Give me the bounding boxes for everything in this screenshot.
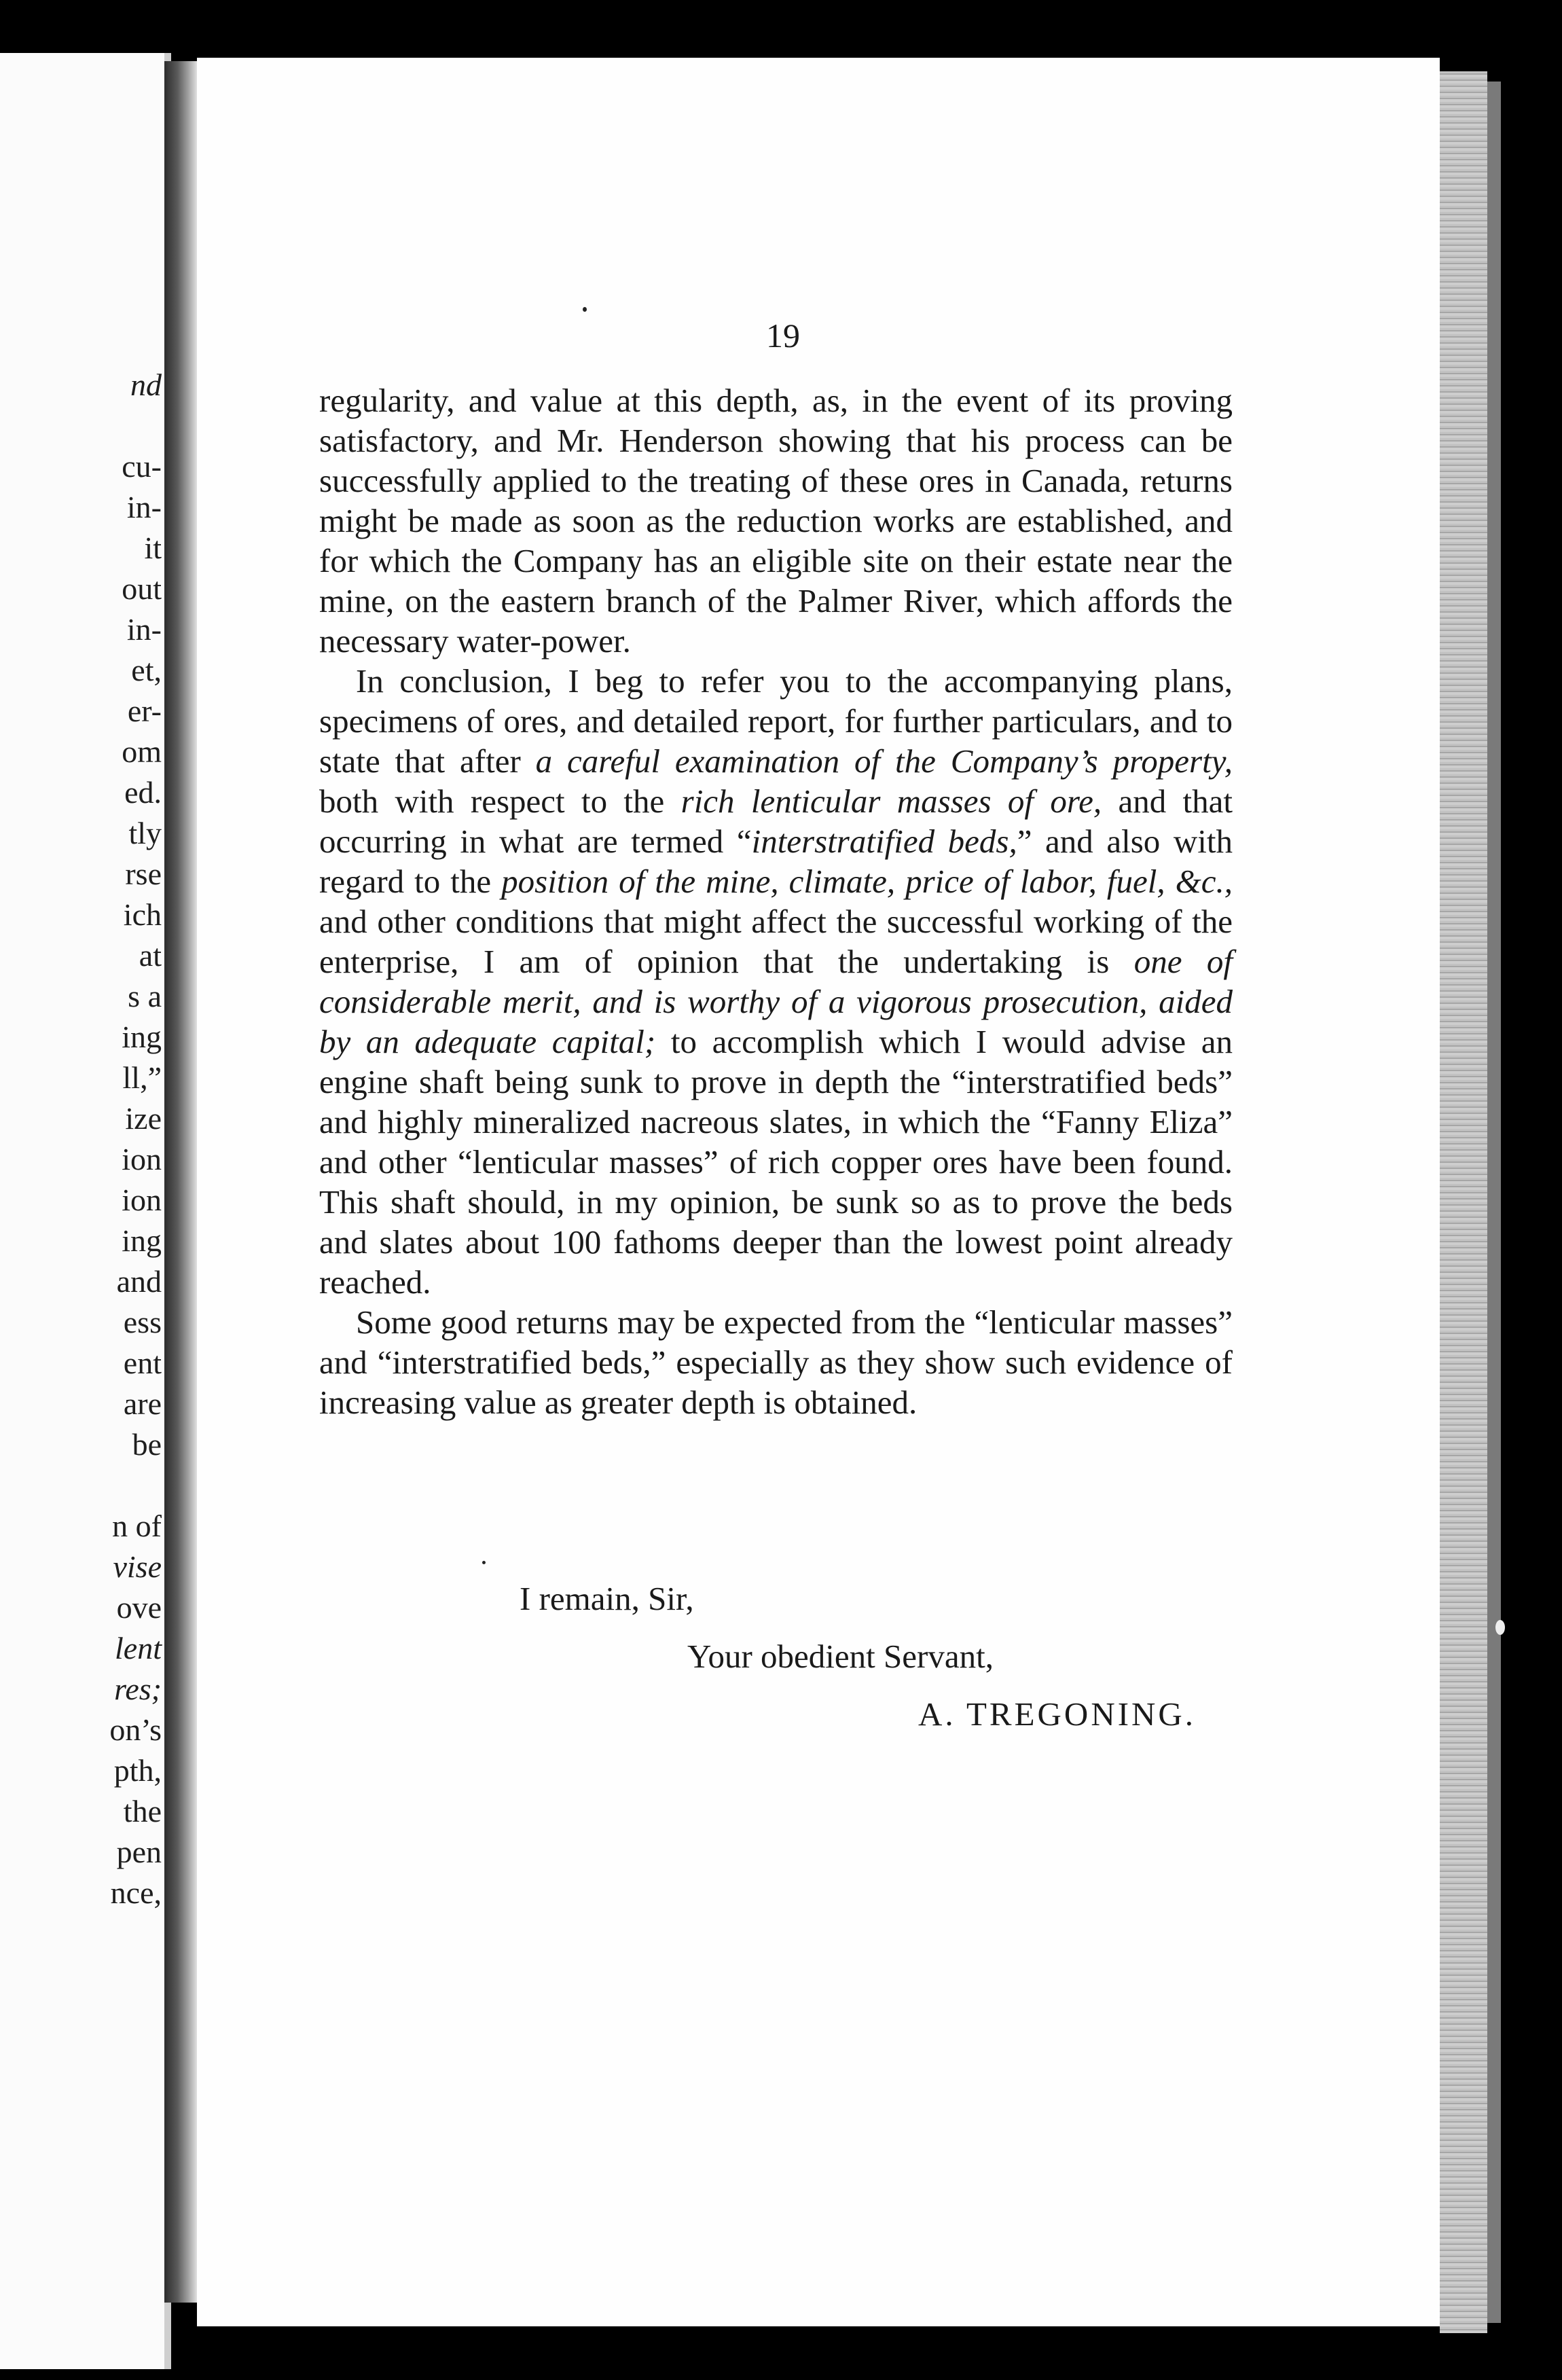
left-page-line: in- <box>126 612 162 647</box>
text-run: and that occurring in what are termed “ <box>319 782 1233 860</box>
page-edge <box>1440 71 1487 2333</box>
left-page-fragment <box>0 53 171 2369</box>
text-run: ” and also with regard to the <box>319 823 1233 900</box>
italic-run: one of considerable merit, and is worthy of a vigorous prosecution, aided by an adequate capital; <box>319 943 1233 1060</box>
left-page-line: ent <box>123 1346 162 1380</box>
left-page-line: ing <box>122 1020 162 1054</box>
text-run: Some good returns may be expected from the “lenticular masses” and “interstratified beds,” especially as they show such evidence of increasing value as greater depth is obtained. <box>319 1303 1233 1421</box>
paragraph <box>319 1302 1233 1422</box>
left-page-line: at <box>139 938 162 973</box>
valediction: Your obedient Servant, <box>687 1638 994 1675</box>
italic-run: position of the mine, climate, price of labor, fuel, &c., <box>501 863 1233 900</box>
italic-run: interstratified beds, <box>751 823 1017 860</box>
left-page-line: pen <box>116 1835 162 1869</box>
left-page-line: cu- <box>122 449 162 484</box>
paragraph <box>319 380 1233 661</box>
left-page-line: ing <box>122 1223 162 1258</box>
left-page-line: ess <box>123 1305 162 1339</box>
left-page-line: ove <box>116 1590 162 1625</box>
left-page-line: om <box>122 734 162 769</box>
left-page-line: vise <box>113 1549 162 1584</box>
left-page-line: ion <box>122 1142 162 1176</box>
page-number: 19 <box>766 317 800 355</box>
book-gutter <box>164 61 197 2303</box>
left-page-line: and <box>116 1264 162 1299</box>
text-run: both with respect to the <box>319 782 681 820</box>
left-page-line: nd <box>130 367 162 402</box>
left-page-line: ion <box>122 1183 162 1217</box>
left-page-line: rse <box>125 857 162 891</box>
letter-body <box>319 380 1233 1422</box>
left-page-line: res; <box>114 1672 162 1706</box>
left-page-line: lent <box>115 1631 162 1665</box>
left-page-line: pth, <box>113 1753 162 1788</box>
left-page-line: the <box>123 1794 162 1828</box>
text-run: to accomplish which I would advise an engine shaft being sunk to prove in depth the “interstratified beds” and highly mineralized nacreous slates, in which the “Fanny Eliza” and other “lenticular masses” of rich copper ores have been found. This shaft should, in my opinion, be sunk so as to prove the beds and slates about 100 fathoms deeper than the lowest point already reached. <box>319 1023 1233 1301</box>
page-edge-shadow <box>1487 82 1501 2323</box>
italic-run: rich lenticular masses of ore, <box>680 782 1102 820</box>
page-edge-mark <box>1495 1620 1505 1635</box>
left-page-line: in- <box>126 490 162 524</box>
left-page-line: ize <box>125 1101 162 1136</box>
text-run: regularity, and value at this depth, as, in the event of its proving satisfactory, and Mr. Henderson showing that his process can be successfully applied to the treating of these ores in Canada, returns might be made as soon as the reduction works are established, and for which the Company has an eligible site on their estate near the mine, on the eastern branch of the Palmer River, which affords the necessary water-power. <box>319 382 1233 660</box>
left-page-line: on’s <box>109 1712 162 1747</box>
left-page-line: s a <box>128 979 162 1013</box>
paragraph <box>319 661 1233 1302</box>
left-page-line: n of <box>112 1509 162 1543</box>
text-run: and other conditions that might affect the successful working of the enterprise, I am of opinion that the undertaking is <box>319 903 1233 980</box>
left-page-line: er- <box>127 693 162 728</box>
dust-speck <box>482 1561 486 1564</box>
signature: A. TREGONING. <box>918 1695 1197 1733</box>
salutation: I remain, Sir, <box>520 1580 694 1617</box>
left-page-line: be <box>132 1427 162 1462</box>
left-page-line: out <box>122 571 162 606</box>
text-run: In conclusion, I beg to refer you to the accompanying plans, specimens of ores, and detailed report, for further particulars, and to state that after <box>319 662 1233 780</box>
left-page-line: et, <box>131 653 162 687</box>
left-page-line: it <box>144 530 162 565</box>
left-page-line: nce, <box>110 1875 162 1910</box>
dust-speck <box>583 307 587 312</box>
left-page-line: ich <box>123 897 162 932</box>
italic-run: a careful examination of the Company’s property, <box>535 742 1233 780</box>
left-page-line: are <box>123 1386 162 1421</box>
left-page-line: tly <box>128 816 162 850</box>
left-page-line: ll,” <box>122 1060 162 1095</box>
left-page-line: ed. <box>124 775 162 810</box>
